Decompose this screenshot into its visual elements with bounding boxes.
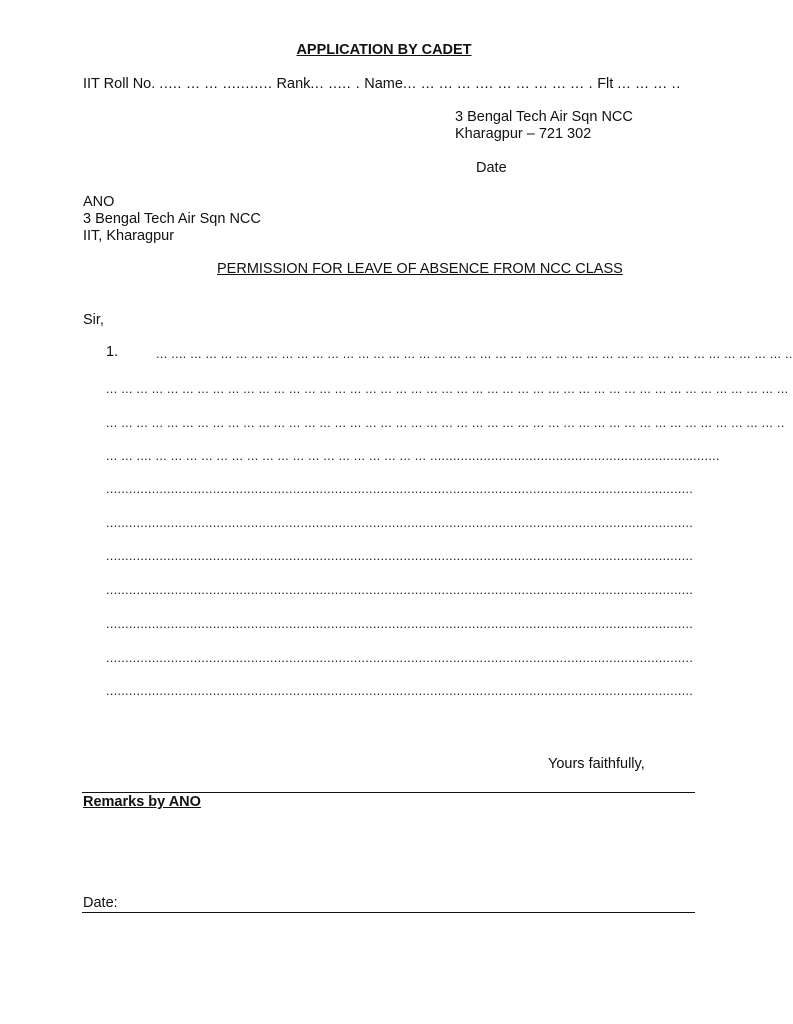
date-signature-line[interactable] — [82, 912, 695, 913]
body-fill-line[interactable]: .......................................................................................................................................................... — [106, 683, 694, 698]
cadet-details-line — [83, 76, 681, 92]
rank-field[interactable]: ... ..... . — [310, 76, 361, 92]
to-address — [83, 194, 261, 245]
body-fill-line[interactable]: .......................................................................................................................................................... — [106, 515, 694, 530]
form-title: APPLICATION BY CADET — [296, 42, 472, 58]
name-field[interactable]: ... ... ... ... .... ... ... ... ... ... . — [402, 76, 594, 92]
from-address — [455, 109, 633, 143]
flt-field[interactable]: ... ... ... .. — [617, 76, 681, 92]
from-address-line-1: 3 Bengal Tech Air Sqn NCC — [455, 109, 633, 125]
closing-text: Yours faithfully, — [548, 756, 645, 772]
rank-label: Rank — [276, 76, 311, 92]
divider-line — [82, 792, 695, 793]
remarks-heading: Remarks by ANO — [83, 794, 201, 810]
body-fill-line[interactable]: ... .... ... ... ... ... ... ... ... ... ... ... ... ... ... ... ... ... ... ... ... ... ... ... ... ... ... ... ... ... ... ... ... ... ... ... ... ... ... ... ... .. — [156, 346, 793, 361]
body-fill-line[interactable]: .......................................................................................................................................................... — [106, 616, 694, 631]
point-number: 1. — [106, 344, 119, 360]
body-fill-line[interactable]: .......................................................................................................................................................... — [106, 548, 694, 563]
remarks-date-label: Date: — [83, 895, 118, 911]
roll-field[interactable]: ..... ... ... ........... — [159, 76, 273, 92]
date-label: Date — [476, 160, 507, 176]
body-fill-line[interactable]: .......................................................................................................................................................... — [106, 481, 694, 496]
name-label: Name — [364, 76, 403, 92]
from-address-line-2: Kharagpur – 721 302 — [455, 126, 592, 142]
to-address-line-2: 3 Bengal Tech Air Sqn NCC — [83, 211, 261, 227]
to-address-line-3: IIT, Kharagpur — [83, 228, 175, 244]
to-address-line-1: ANO — [83, 194, 115, 210]
body-fill-line[interactable]: .......................................................................................................................................................... — [106, 582, 694, 597]
body-fill-line[interactable]: .......................................................................................................................................................... — [106, 650, 694, 665]
body-fill-line[interactable]: ... ... ... ... ... ... ... ... ... ... ... ... ... ... ... ... ... ... ... ... ... ... ... ... ... ... ... ... ... ... ... ... ... ... ... ... ... ... ... ... ... ... ... ... .. — [106, 415, 785, 430]
body-fill-line[interactable]: ... ... .... ... ... ... ... ... ... ... ... ... ... ... ... ... ... ... ... ... ... ............................................................................ — [106, 448, 720, 463]
body-fill-line[interactable]: ... ... ... ... ... ... ... ... ... ... ... ... ... ... ... ... ... ... ... ... ... ... ... ... ... ... ... ... ... ... ... ... ... ... ... ... ... ... ... ... ... ... ... ... ... — [106, 381, 789, 396]
salutation: Sir, — [83, 312, 104, 328]
flt-label: Flt — [597, 76, 614, 92]
roll-label: IIT Roll No. — [83, 76, 156, 92]
subject-line: PERMISSION FOR LEAVE OF ABSENCE FROM NCC CLASS — [217, 261, 623, 277]
